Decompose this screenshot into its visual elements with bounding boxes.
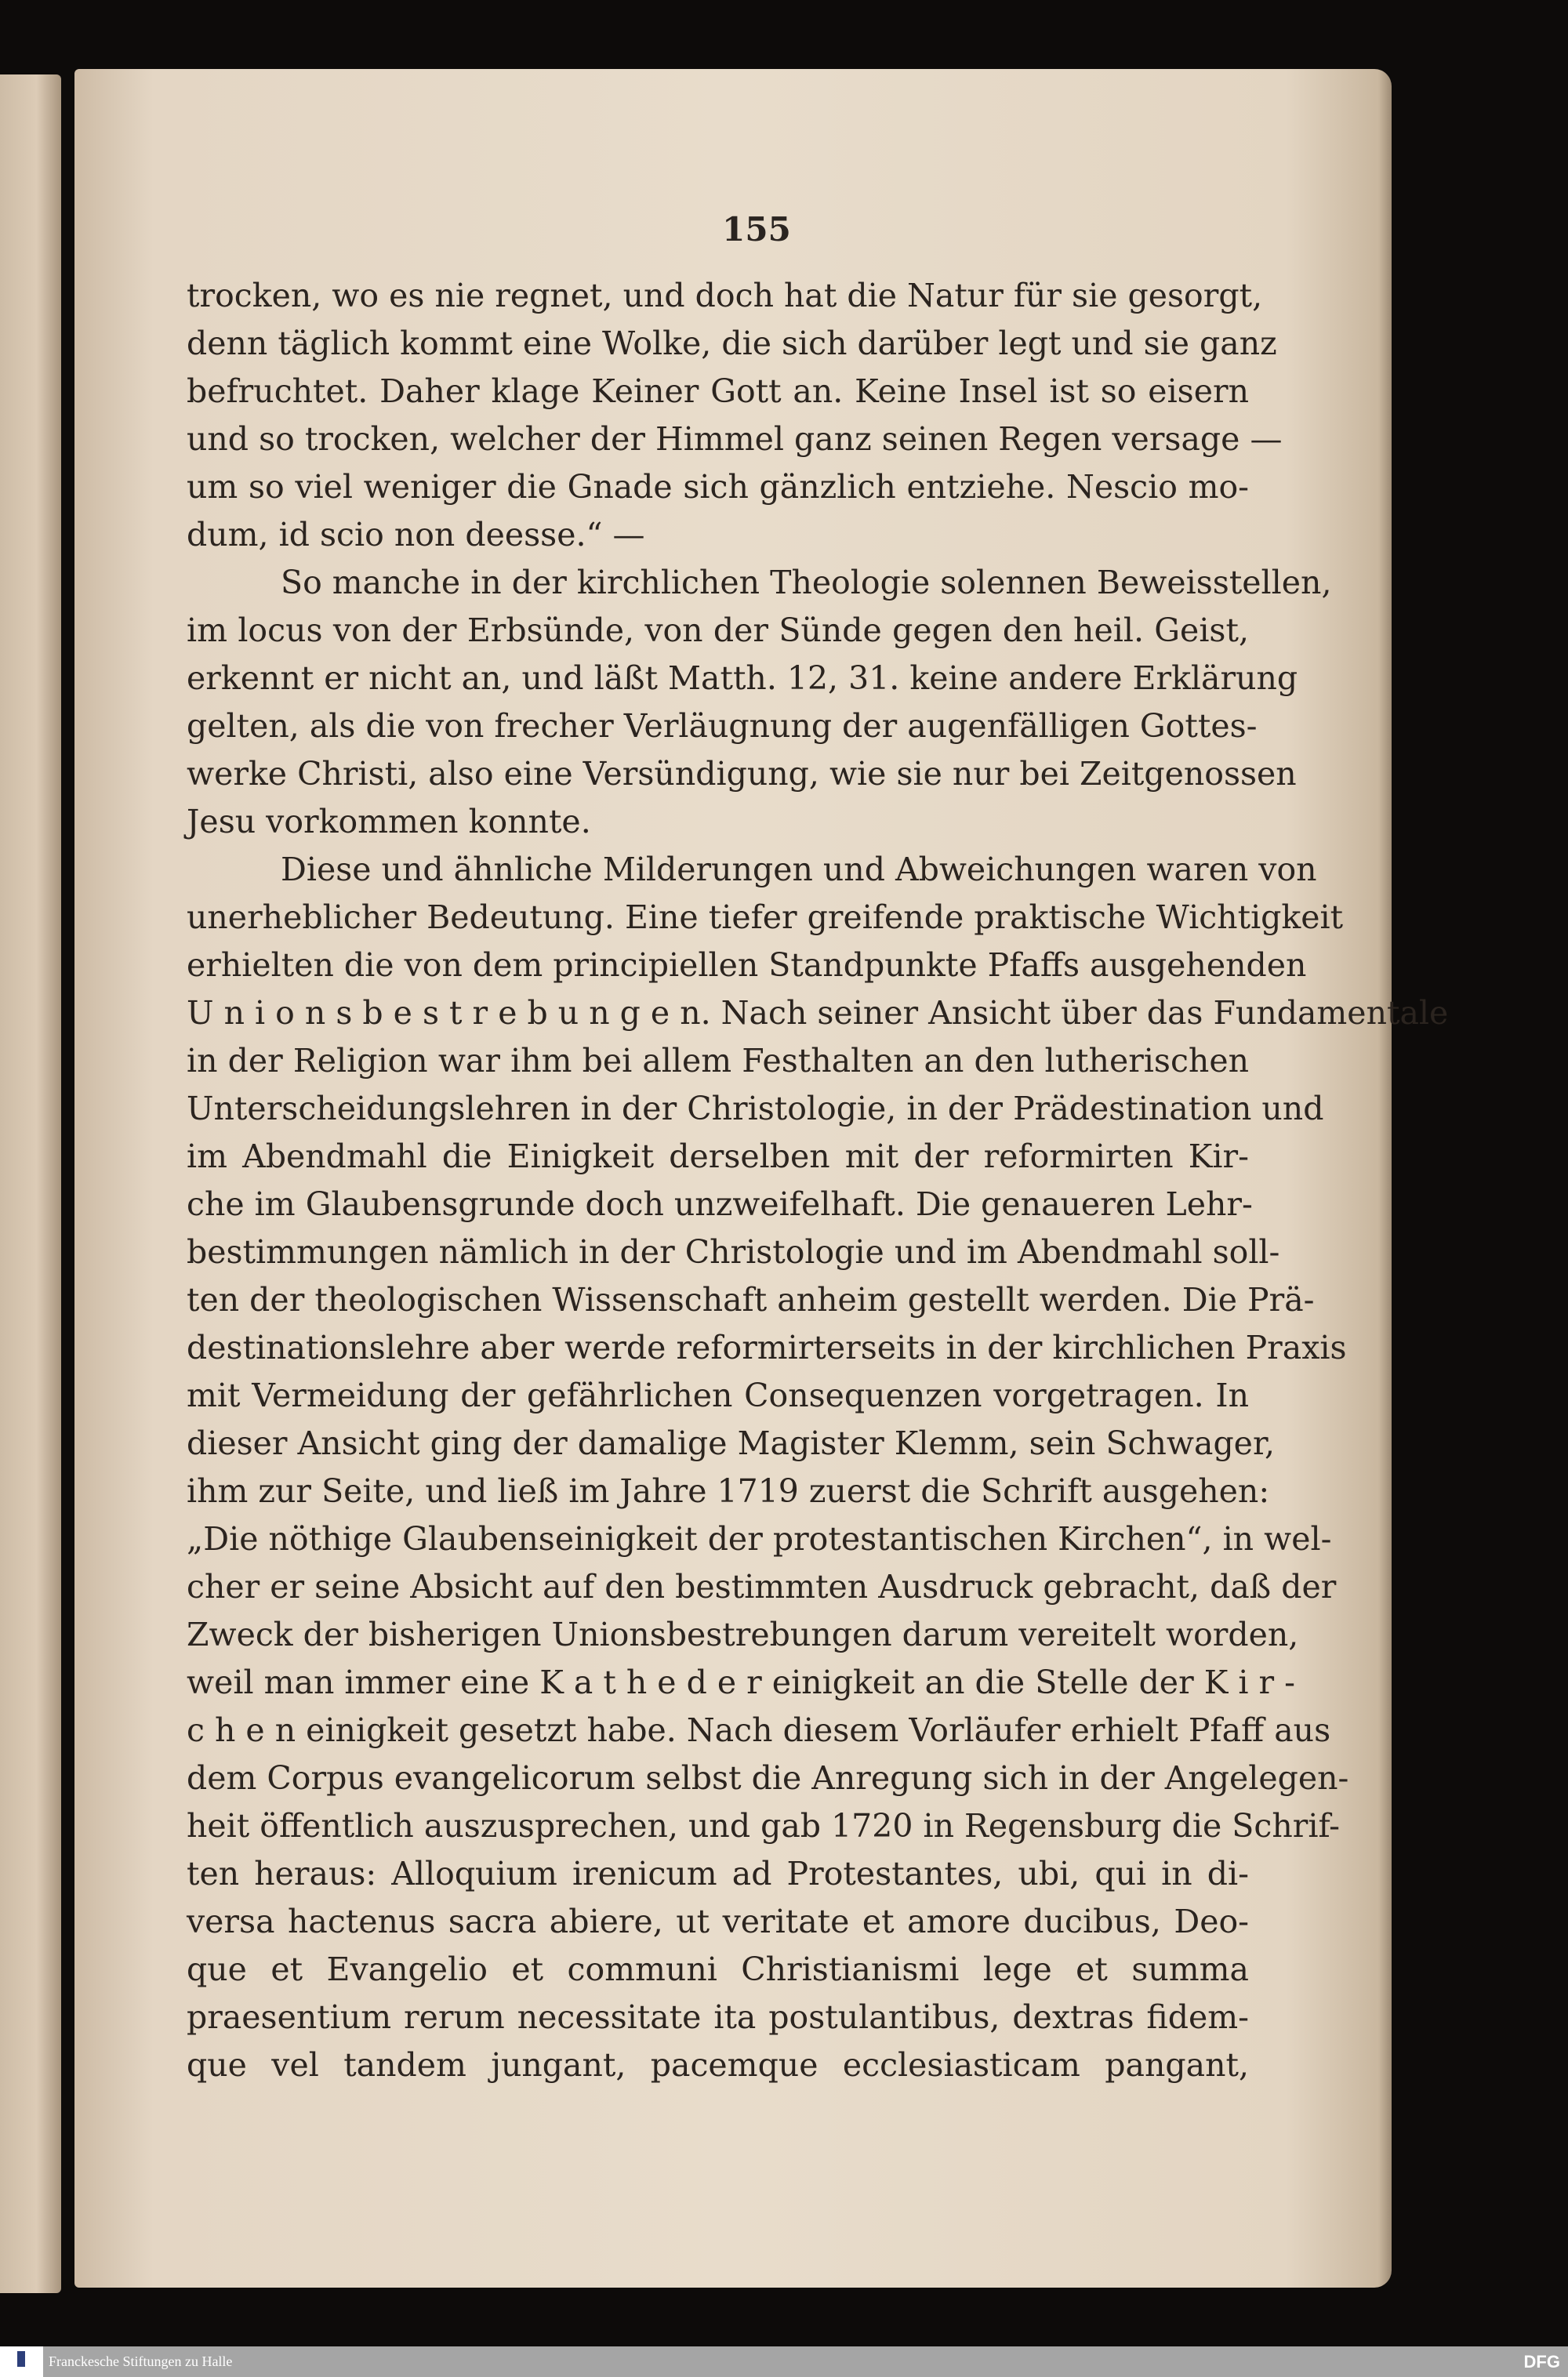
text-line: mit Vermeidung der gefährlichen Consequenzen vorgetragen. In (187, 1377, 1249, 1414)
text-line: befruchtet. Daher klage Keiner Gott an. Keine Insel ist so eisern (187, 372, 1249, 410)
text-line: „Die nöthige Glaubenseinigkeit der protestantischen Kirchen“, in wel- (187, 1520, 1332, 1558)
institution-logo (0, 2346, 43, 2377)
text-line: que vel tandem jungant, pacemque ecclesiasticam pangant, (187, 2046, 1249, 2084)
text-line: heit öffentlich auszusprechen, und gab 1720 in Regensburg die Schrif- (187, 1807, 1341, 1845)
text-line: U n i o n s b e s t r e b u n g e n. Nach seiner Ansicht über das Fundamentale (187, 994, 1449, 1032)
text-line: denn täglich kommt eine Wolke, die sich darüber legt und sie ganz (187, 325, 1277, 362)
text-line: trocken, wo es nie regnet, und doch hat die Natur für sie gesorgt, (187, 277, 1263, 314)
text-line: Zweck der bisherigen Unionsbestrebungen darum vereitelt worden, (187, 1616, 1299, 1653)
text-line: c h e n einigkeit gesetzt habe. Nach diesem Vorläufer erhielt Pfaff aus (187, 1711, 1331, 1749)
left-page-edge (0, 74, 61, 2293)
logo-figure-icon (17, 2351, 25, 2367)
text-line: Diese und ähnliche Milderungen und Abweichungen waren von (281, 851, 1317, 888)
text-line: che im Glaubensgrunde doch unzweifelhaft. Die genaueren Lehr- (187, 1185, 1253, 1223)
text-line: ihm zur Seite, und ließ im Jahre 1719 zuerst die Schrift ausgehen: (187, 1472, 1270, 1510)
text-line: dum, id scio non deesse.“ — (187, 516, 645, 553)
text-line: um so viel weniger die Gnade sich gänzlich entziehe. Nescio mo- (187, 468, 1249, 506)
text-line: dieser Ansicht ging der damalige Magister Klemm, sein Schwager, (187, 1424, 1276, 1462)
text-line: in der Religion war ihm bei allem Festhalten an den lutherischen (187, 1042, 1249, 1080)
text-line: So manche in der kirchlichen Theologie solennen Beweisstellen, (281, 564, 1332, 601)
text-line: unerheblicher Bedeutung. Eine tiefer greifende praktische Wichtigkeit (187, 898, 1344, 936)
dfg-logo: DFG (1523, 2352, 1560, 2372)
institution-label: Franckesche Stiftungen zu Halle (49, 2353, 233, 2369)
text-line: praesentium rerum necessitate ita postulantibus, dextras fidem- (187, 1998, 1249, 2036)
footer-bar (0, 2346, 1568, 2377)
text-line: dem Corpus evangelicorum selbst die Anregung sich in der Angelegen- (187, 1759, 1349, 1797)
text-line: erhielten die von dem principiellen Standpunkte Pfaffs ausgehenden (187, 946, 1307, 984)
text-line: im locus von der Erbsünde, von der Sünde gegen den heil. Geist, (187, 611, 1249, 649)
text-line: ten der theologischen Wissenschaft anheim gestellt werden. Die Prä- (187, 1281, 1315, 1319)
text-line: gelten, als die von frecher Verläugnung der augenfälligen Gottes- (187, 707, 1258, 745)
text-line: erkennt er nicht an, und läßt Matth. 12, 31. keine andere Erklärung (187, 659, 1298, 697)
text-line: weil man immer eine K a t h e d e r einigkeit an die Stelle der K i r - (187, 1664, 1295, 1701)
text-line: ten heraus: Alloquium irenicum ad Protestantes, ubi, qui in di- (187, 1855, 1249, 1893)
text-line: versa hactenus sacra abiere, ut veritate et amore ducibus, Deo- (187, 1903, 1249, 1940)
text-line: werke Christi, also eine Versündigung, wie sie nur bei Zeitgenossen (187, 755, 1297, 793)
page-number: 155 (722, 210, 791, 249)
text-line: im Abendmahl die Einigkeit derselben mit der reformirten Kir- (187, 1138, 1249, 1175)
text-line: destinationslehre aber werde reformirterseits in der kirchlichen Praxis (187, 1329, 1347, 1366)
text-line: und so trocken, welcher der Himmel ganz seinen Regen versage — (187, 420, 1283, 458)
text-line: bestimmungen nämlich in der Christologie und im Abendmahl soll- (187, 1233, 1280, 1271)
book-page (74, 69, 1449, 2288)
text-line: Jesu vorkommen konnte. (187, 803, 591, 840)
text-line: cher er seine Absicht auf den bestimmten Ausdruck gebracht, daß der (187, 1568, 1337, 1606)
text-line: Unterscheidungslehren in der Christologie, in der Prädestination und (187, 1090, 1324, 1127)
page-text (187, 272, 1449, 2089)
text-line: que et Evangelio et communi Christianismi lege et summa (187, 1951, 1249, 1988)
